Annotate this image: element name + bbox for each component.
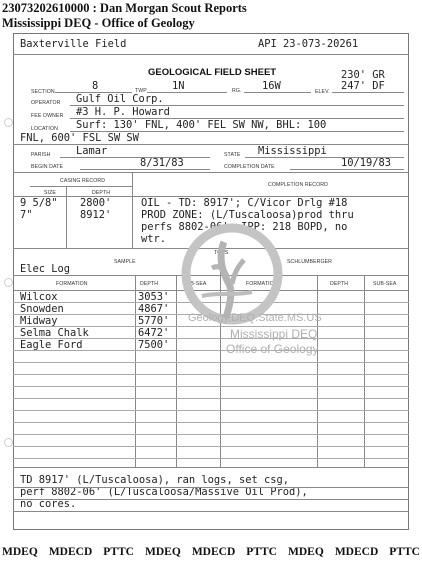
top-depth-1: 3053': [138, 291, 170, 303]
top-formation-5: Eagle Ford: [20, 339, 83, 351]
formation-header-left: FORMATION: [56, 281, 88, 287]
section-value: 8: [92, 80, 99, 92]
footer-label: MDECD: [334, 546, 379, 558]
table-rule: [13, 398, 409, 399]
top-formation-4: Selma Chalk: [20, 327, 89, 339]
table-rule: [13, 362, 409, 363]
location-label: LOCATION: [31, 126, 58, 132]
footer-label: MDECD: [191, 546, 236, 558]
divider: [332, 92, 404, 93]
divider: [135, 275, 136, 467]
location-line-2: FNL, 600' FSL SW SW: [20, 132, 139, 144]
table-rule: [13, 434, 409, 435]
tops-label: TOPS: [214, 250, 229, 256]
location-line-1: Surf: 130' FNL, 400' FEL SW NW, BHL: 100: [76, 119, 327, 131]
log-note: Elec Log: [20, 263, 71, 275]
subsea-header-right: SUB-SEA: [373, 281, 397, 287]
begin-date-value: 8/31/83: [140, 157, 184, 169]
table-rule: [13, 458, 409, 459]
divider: [80, 169, 210, 170]
divider: [317, 275, 318, 467]
elev-label: ELEV.: [315, 89, 330, 95]
completion-line-1: OIL - TD: 8917'; C/Vicor Drlg #18: [141, 197, 348, 209]
report-header-title: 23073202610000 : Dan Morgan Scout Reports: [2, 1, 247, 15]
completion-record-label: COMPLETION RECORD: [268, 182, 328, 188]
fee-owner-label: FEE OWNER: [31, 113, 64, 119]
field-name: Baxterville Field: [20, 38, 127, 50]
top-depth-5: 7500': [138, 339, 170, 351]
begin-date-label: BEGIN DATE: [31, 164, 64, 170]
section-label: SECTION: [31, 89, 55, 95]
casing-depth-header: DEPTH: [92, 190, 111, 196]
divider: [13, 144, 409, 145]
depth-header-left: DEPTH: [140, 281, 159, 287]
subsea-header-left: SUB-SEA: [183, 281, 207, 287]
footer-label: MDECD: [48, 546, 93, 558]
footer-label: MDEQ: [145, 546, 181, 558]
table-rule: [13, 386, 409, 387]
sheet-title: GEOLOGICAL FIELD SHEET: [148, 67, 277, 78]
schlumberger-label: SCHLUMBERGER: [287, 259, 333, 265]
divider: [66, 186, 67, 248]
remarks-line-2: perf 8802-06' (L/Tuscaloosa/Massive Oil Prod),: [20, 486, 308, 498]
top-formation-2: Snowden: [20, 303, 64, 315]
formation-header-right: FORMATION: [246, 281, 278, 287]
state-label: STATE: [224, 152, 241, 158]
casing-size-header: SIZE: [44, 190, 56, 196]
parish-value: Lamar: [76, 145, 108, 157]
table-rule: [13, 422, 409, 423]
footer-label: PTTC: [389, 546, 420, 558]
footer-label: MDEQ: [2, 546, 38, 558]
casing-record-label: CASING RECORD: [60, 178, 106, 184]
api-number: API 23-073-20261: [258, 38, 359, 50]
divider: [364, 275, 365, 467]
divider: [13, 54, 409, 55]
top-formation-1: Wilcox: [20, 291, 58, 303]
divider: [30, 186, 132, 187]
completion-date-value: 10/19/83: [341, 157, 392, 169]
casing-size-2: 7": [20, 209, 33, 221]
watermark-office: Office of Geology: [226, 342, 319, 356]
mdeq-seal-watermark: [172, 222, 302, 326]
divider: [13, 499, 409, 500]
table-rule: [13, 410, 409, 411]
operator-value: Gulf Oil Corp.: [76, 93, 164, 105]
report-header-subtitle: Mississippi DEQ - Office of Geology: [2, 16, 195, 30]
divider: [244, 92, 311, 93]
completion-date-label: COMPLETION DATE: [224, 164, 275, 170]
footer-bar: [2, 546, 420, 558]
footer-label: PTTC: [246, 546, 277, 558]
depth-header-right: DEPTH: [330, 281, 349, 287]
table-rule: [13, 446, 409, 447]
footer-label: PTTC: [103, 546, 134, 558]
punch-hole: [4, 438, 13, 447]
casing-depth-2: 8912': [80, 209, 112, 221]
sample-label: SAMPLE: [114, 259, 136, 265]
completion-line-4: wtr.: [141, 233, 167, 245]
watermark-url: Geology.DEQ.State.MS.US: [188, 312, 322, 324]
top-depth-4: 6472': [138, 327, 170, 339]
footer-label: MDEQ: [288, 546, 324, 558]
elev-df: 247' DF: [341, 80, 385, 92]
punch-hole: [4, 118, 13, 127]
fee-owner-value: #3 H. P. Howard: [76, 106, 170, 118]
completion-line-2: PROD ZONE: (L/Tuscaloosa)prod thru: [141, 209, 354, 221]
state-value: Mississippi: [258, 145, 327, 157]
elev-gr: 230' GR: [341, 69, 385, 81]
divider: [13, 487, 409, 488]
remarks-line-1: TD 8917' (L/Tuscaloosa), ran logs, set csg,: [20, 474, 289, 486]
punch-hole: [4, 278, 13, 287]
divider: [132, 172, 133, 248]
completion-line-3: perfs 8802-06'. IPP: 218 BOPD, no: [141, 221, 348, 233]
casing-depth-1: 2800': [80, 197, 112, 209]
watermark-org: Mississippi DEQ: [230, 327, 318, 341]
rg-value: 16W: [262, 80, 281, 92]
parish-label: PARISH: [31, 152, 51, 158]
twp-label: TWP: [135, 88, 147, 94]
rg-label: RG.: [232, 88, 242, 94]
divider: [13, 511, 409, 512]
top-depth-2: 4867': [138, 303, 170, 315]
divider: [13, 467, 409, 468]
table-rule: [13, 374, 409, 375]
divider: [13, 172, 409, 173]
top-formation-3: Midway: [20, 315, 58, 327]
divider: [60, 157, 210, 158]
top-depth-3: 5770': [138, 315, 170, 327]
operator-label: OPERATOR: [31, 100, 61, 106]
casing-size-1: 9 5/8": [20, 197, 58, 209]
remarks-line-3: no cores.: [20, 498, 77, 510]
twp-value: 1N: [172, 80, 185, 92]
divider: [290, 169, 404, 170]
